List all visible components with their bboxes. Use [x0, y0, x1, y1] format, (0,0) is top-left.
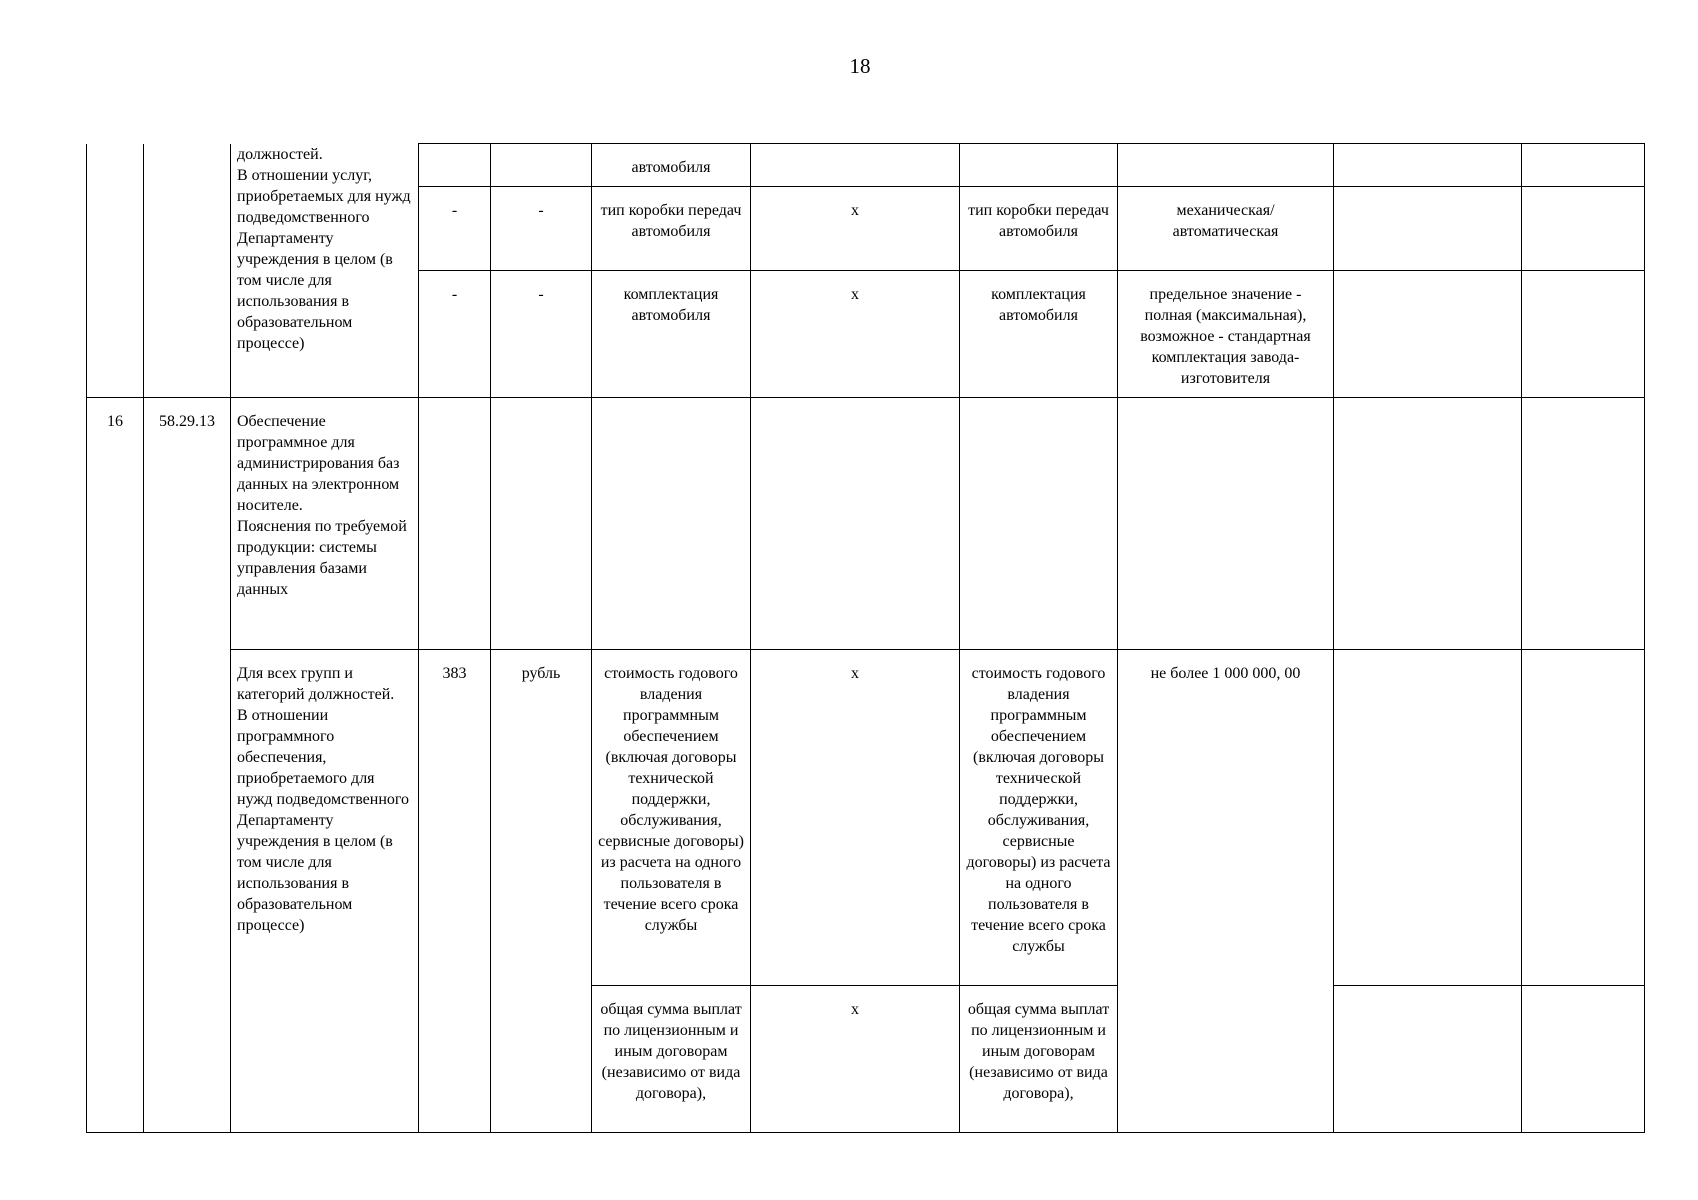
cell-characteristic	[592, 398, 751, 650]
cell-characteristic-2: комплектация автомобиля	[960, 271, 1118, 398]
cell-limit: механическая/ автоматическая	[1118, 187, 1334, 271]
cell-extra-2	[1522, 187, 1645, 271]
cell-characteristic-2: тип коробки передач автомобиля	[960, 187, 1118, 271]
cell-unit: -	[491, 187, 592, 271]
cell-extra-1	[1334, 144, 1522, 187]
cell-code: -	[419, 271, 491, 398]
cell-characteristic: стоимость годового владения программным обеспечением (включая договоры технической поддержки, обслуживания, сервисные договоры) из расчета на одного пользователя в течение всего срока службы	[592, 650, 751, 986]
cell-limit	[1118, 144, 1334, 187]
cell-characteristic-2	[960, 398, 1118, 650]
cell-number	[87, 144, 144, 398]
cell-limit: предельное значение - полная (максимальная), возможное - стандартная комплектация завода-изготовителя	[1118, 271, 1334, 398]
description-text: Для всех групп и категорий должностей. В отношении программного обеспечения, приобретаемого для нужд подведомственного Департаменту учреждения в целом (в том числе для использования в образовательном процессе)	[237, 665, 410, 934]
cell-characteristic: комплектация автомобиля	[592, 271, 751, 398]
cell-okpd	[144, 144, 231, 398]
cell-number: 16	[87, 398, 144, 1133]
cell-characteristic: тип коробки передач автомобиля	[592, 187, 751, 271]
cell-extra-2	[1522, 986, 1645, 1133]
cell-code	[419, 398, 491, 650]
cell-description	[231, 650, 419, 1133]
cell-extra-2	[1522, 144, 1645, 187]
table-row	[87, 398, 1645, 650]
cell-code: -	[419, 187, 491, 271]
description-text: Обеспечение программное для администрирования баз данных на электронном носителе. Пояснения по требуемой продукции: системы управления базами данных	[237, 413, 407, 598]
cell-extra-1	[1334, 187, 1522, 271]
cell-limit: не более 1 000 000, 00	[1118, 650, 1334, 1133]
cell-extra-1	[1334, 650, 1522, 986]
cell-okpd: 58.29.13	[144, 398, 231, 1133]
cell-code: 383	[419, 650, 491, 1133]
cell-code	[419, 144, 491, 187]
cell-unit	[491, 398, 592, 650]
cell-description	[231, 398, 419, 650]
cell-unit: рубль	[491, 650, 592, 1133]
characteristic-text: автомобиля	[631, 159, 711, 176]
table-row	[87, 144, 1645, 187]
cell-extra-2	[1522, 398, 1645, 650]
cell-value: х	[751, 650, 960, 986]
cell-extra-1	[1334, 398, 1522, 650]
cell-value: х	[751, 187, 960, 271]
cell-extra-1	[1334, 271, 1522, 398]
requirements-table	[86, 143, 1645, 1133]
cell-characteristic-2: стоимость годового владения программным обеспечением (включая договоры технической поддержки, обслуживания, сервисные договоры) из расчета на одного пользователя в течение всего срока службы	[960, 650, 1118, 986]
description-text: должностей. В отношении услуг, приобретаемых для нужд подведомственного Департаменту учреждения в целом (в том числе для использования в образовательном процессе)	[237, 145, 411, 352]
cell-value: х	[751, 986, 960, 1133]
cell-value	[751, 398, 960, 650]
cell-extra-2	[1522, 271, 1645, 398]
page-number: 18	[849, 54, 871, 78]
cell-unit	[491, 144, 592, 187]
cell-extra-2	[1522, 650, 1645, 986]
cell-extra-1	[1334, 986, 1522, 1133]
cell-characteristic: общая сумма выплат по лицензионным и иным договорам (независимо от вида договора),	[592, 986, 751, 1133]
cell-characteristic-2	[960, 144, 1118, 187]
cell-description	[231, 144, 419, 398]
table-row	[87, 650, 1645, 986]
cell-value: х	[751, 271, 960, 398]
cell-characteristic	[592, 144, 751, 187]
cell-unit: -	[491, 271, 592, 398]
cell-value	[751, 144, 960, 187]
cell-characteristic-2: общая сумма выплат по лицензионным и иным договорам (независимо от вида договора),	[960, 986, 1118, 1133]
cell-limit	[1118, 398, 1334, 650]
